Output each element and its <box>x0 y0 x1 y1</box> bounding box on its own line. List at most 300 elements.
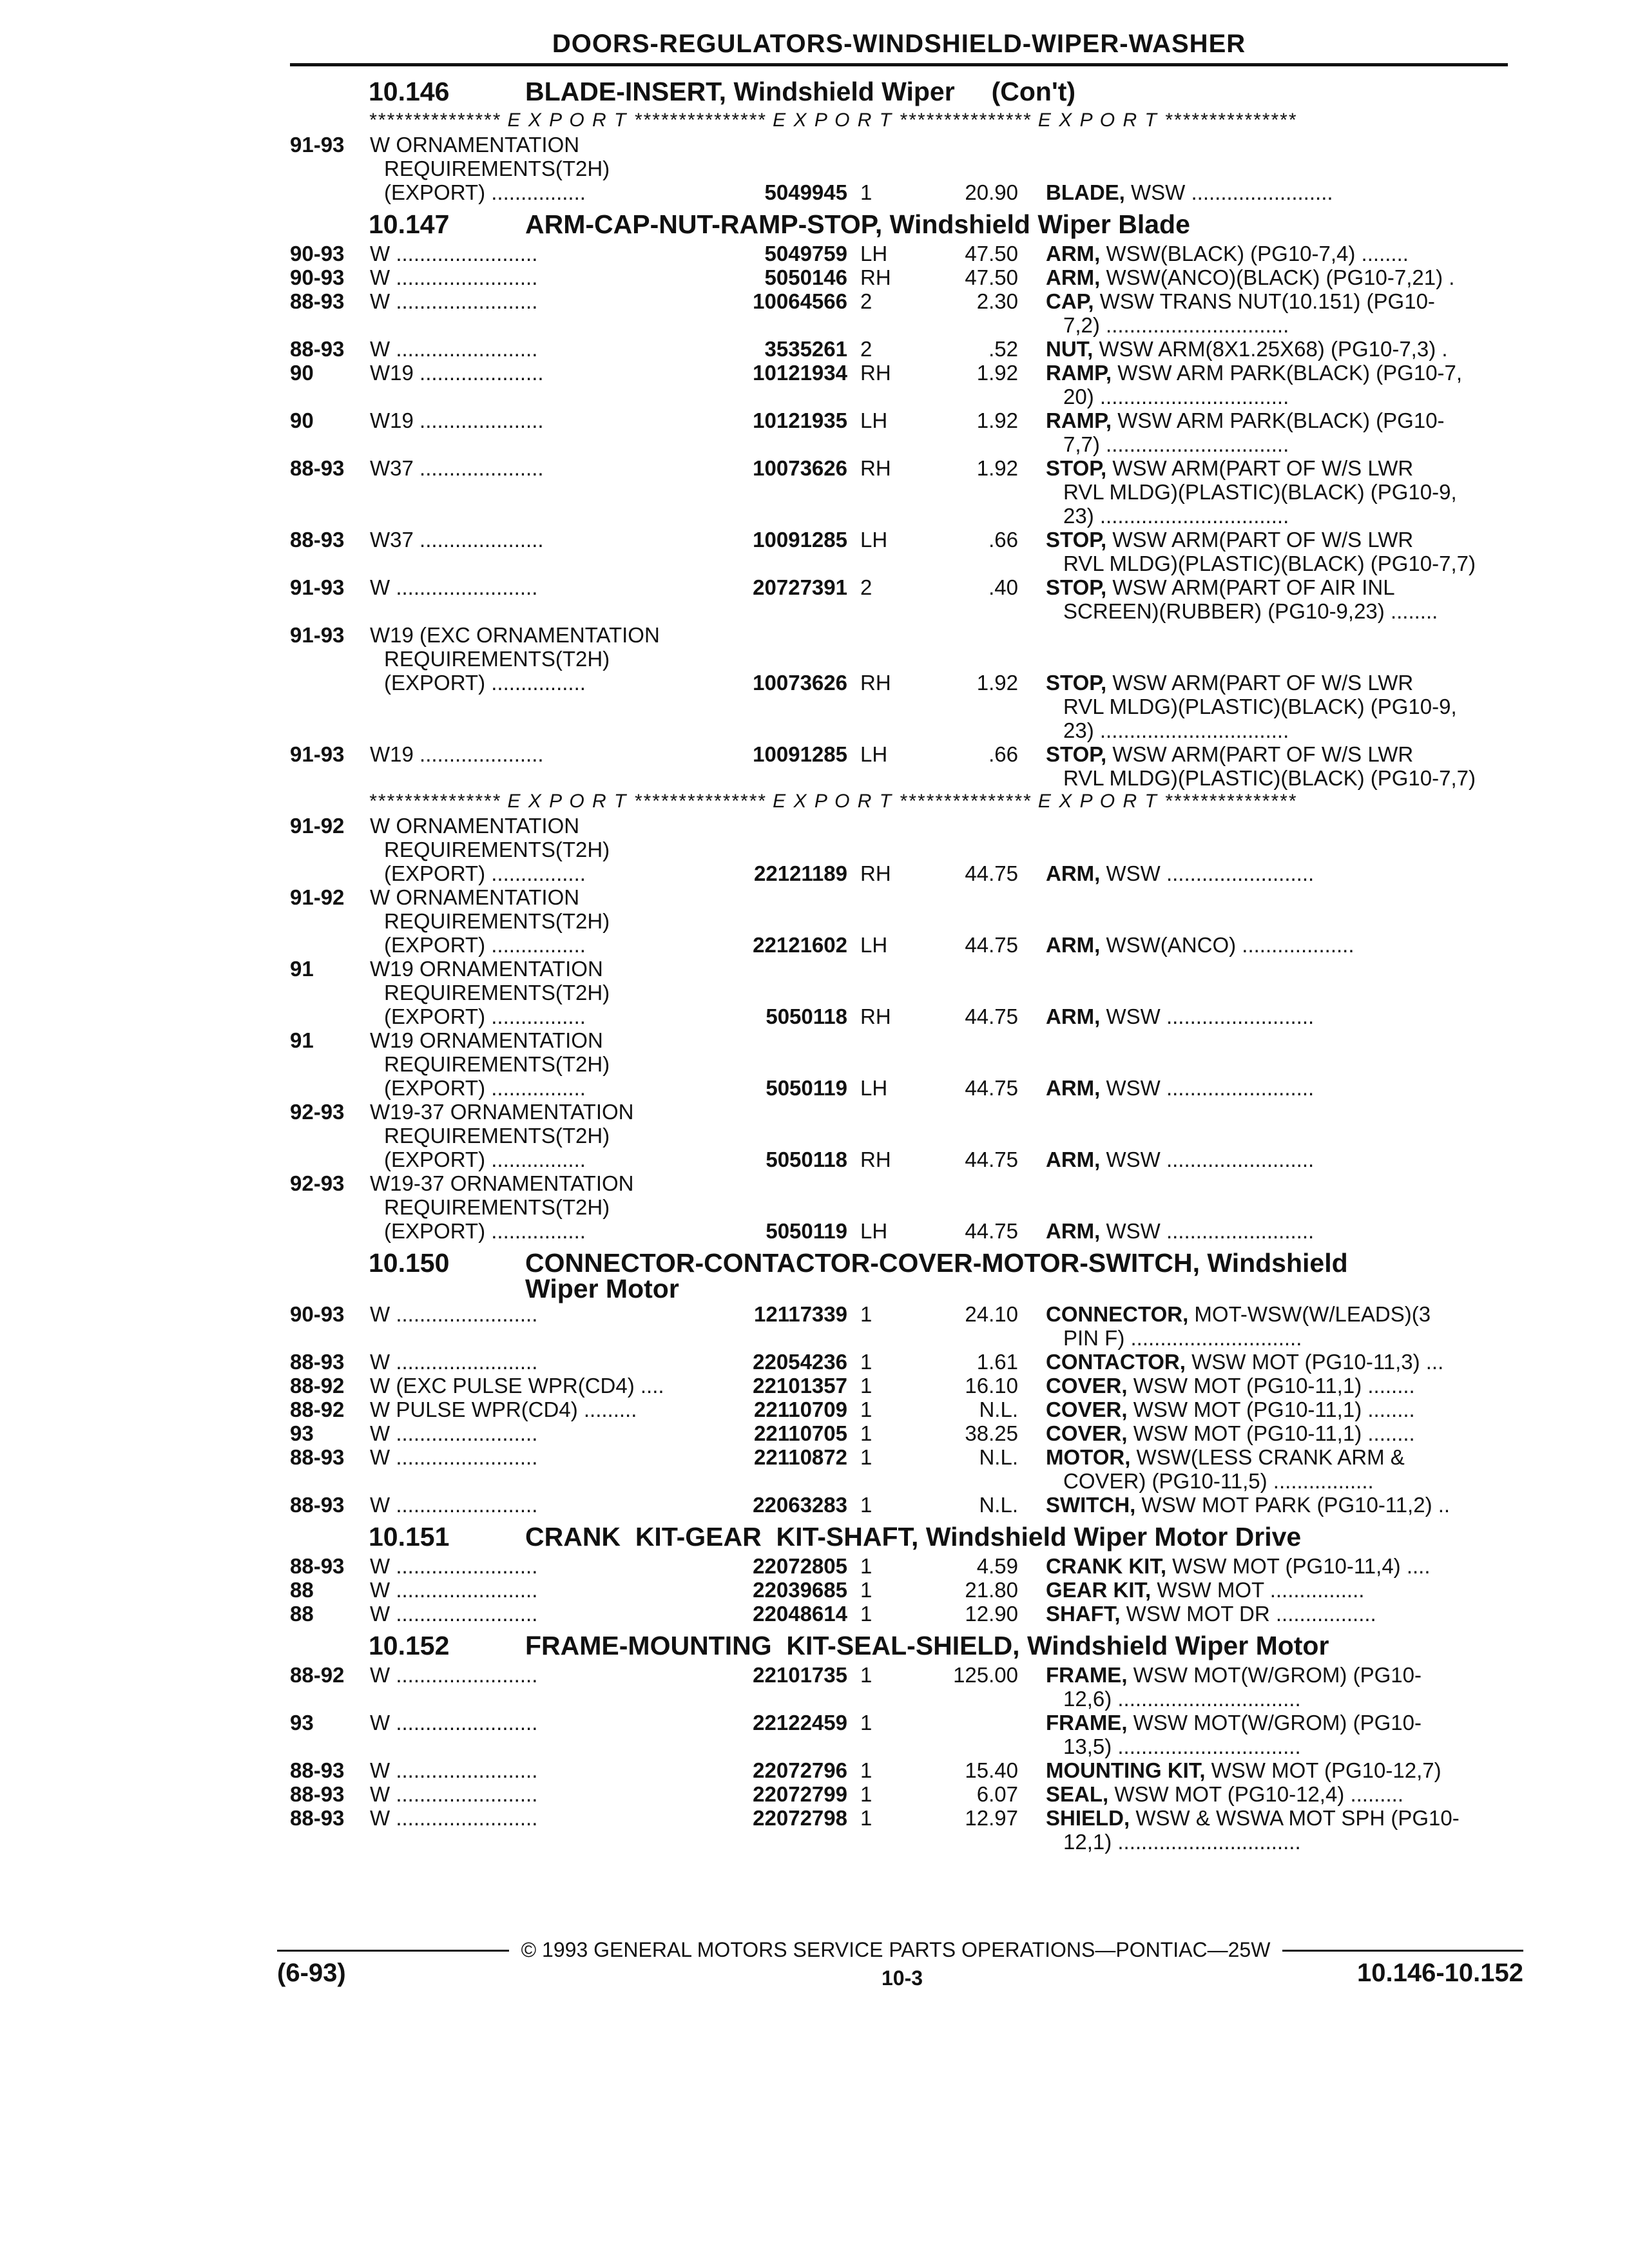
part-number: 10091285 <box>753 528 847 552</box>
quantity: LH <box>860 1219 888 1243</box>
part-number: 20727391 <box>753 575 847 599</box>
part-description-rest: WSW(ANCO) ................... <box>1100 934 1354 957</box>
part-number: 22039685 <box>753 1578 847 1602</box>
part-row <box>0 623 1629 742</box>
footer-page-number: 10-3 <box>881 1966 923 1990</box>
quantity: 1 <box>860 1445 872 1469</box>
part-row <box>0 242 1629 266</box>
part-row <box>0 1759 1629 1783</box>
part-row <box>0 290 1629 338</box>
quantity: RH <box>860 671 891 695</box>
model-years: 92-93 <box>290 1171 345 1195</box>
model-application: W ........................ <box>370 1446 538 1469</box>
model-application: W ........................ <box>370 1711 538 1735</box>
part-description-rest: WSW MOT ................ <box>1151 1579 1365 1602</box>
model-application: W ........................ <box>370 1807 538 1830</box>
part-description-rest: WSW(ANCO)(BLACK) (PG10-7,21) . <box>1100 266 1455 289</box>
part-description-rest: WSW(LESS CRANK ARM & <box>1130 1446 1405 1469</box>
part-name: ARM, <box>1046 266 1101 289</box>
part-number: 22101735 <box>753 1663 847 1687</box>
model-application: (EXPORT) ................ <box>384 671 586 695</box>
model-application: W ........................ <box>370 1579 538 1602</box>
part-description-rest: WSW ........................ <box>1124 181 1333 204</box>
model-application: W ........................ <box>370 1350 538 1374</box>
quantity: 1 <box>860 1350 872 1374</box>
list-price: 20.90 <box>965 180 1018 204</box>
list-price: N.L. <box>979 1398 1018 1421</box>
quantity: 1 <box>860 1421 872 1445</box>
model-years: 88-93 <box>290 289 345 313</box>
part-description <box>1046 1303 1508 1326</box>
model-application: W19-37 ORNAMENTATION <box>370 1172 634 1195</box>
part-name: NUT, <box>1046 338 1094 361</box>
section-number: 10.150 <box>369 1248 450 1278</box>
part-description-rest: WSW ARM(PART OF AIR INL <box>1106 576 1395 599</box>
model-application: W ........................ <box>370 1555 538 1578</box>
model-years: 88-93 <box>290 1806 345 1830</box>
part-description <box>1046 1005 1508 1028</box>
part-description-rest: WSW ARM(8X1.25X68) (PG10-7,3) . <box>1093 338 1448 361</box>
part-name: SHAFT, <box>1046 1602 1121 1626</box>
part-description <box>1046 290 1508 313</box>
list-price: 12.97 <box>965 1806 1018 1830</box>
part-number: 22054236 <box>753 1350 847 1374</box>
part-description <box>1046 1783 1508 1806</box>
model-application: W ........................ <box>370 576 538 599</box>
footer-copyright: © 1993 GENERAL MOTORS SERVICE PARTS OPERATIONS—PONTIAC—25W <box>521 1938 1271 1961</box>
model-application: REQUIREMENTS(T2H) <box>384 647 610 671</box>
quantity: LH <box>860 1076 888 1100</box>
part-description: 13,5) ............................... <box>1063 1735 1301 1758</box>
part-description: COVER) (PG10-11,5) ................. <box>1063 1470 1374 1493</box>
model-years: 93 <box>290 1421 314 1445</box>
list-price: N.L. <box>979 1445 1018 1469</box>
model-application: REQUIREMENTS(T2H) <box>384 1195 610 1219</box>
part-description <box>1046 1555 1508 1578</box>
part-name: FRAME, <box>1046 1664 1128 1687</box>
model-application: W PULSE WPR(CD4) ......... <box>370 1398 637 1421</box>
model-application: W19 ..................... <box>370 743 544 766</box>
part-name: COVER, <box>1046 1422 1128 1445</box>
part-row <box>0 1555 1629 1579</box>
model-application: W ........................ <box>370 1422 538 1445</box>
part-name: SHIELD, <box>1046 1807 1130 1830</box>
part-number: 22063283 <box>753 1493 847 1517</box>
part-description <box>1046 242 1508 265</box>
part-description <box>1046 1664 1508 1687</box>
part-description <box>1046 862 1508 885</box>
model-application: (EXPORT) ................ <box>384 1219 586 1243</box>
quantity: RH <box>860 265 891 289</box>
quantity: RH <box>860 861 891 885</box>
part-row <box>0 1446 1629 1494</box>
part-row <box>0 1494 1629 1517</box>
model-years: 88-93 <box>290 528 345 552</box>
model-application: W19 ..................... <box>370 409 544 432</box>
model-application: (EXPORT) ................ <box>384 1148 586 1171</box>
part-name: ARM, <box>1046 1148 1101 1171</box>
list-price: 21.80 <box>965 1578 1018 1602</box>
list-price: 38.25 <box>965 1421 1018 1445</box>
section-title: CRANK KIT-GEAR KIT-SHAFT, Windshield Wiper Motor Drive <box>525 1522 1302 1552</box>
part-name: GEAR KIT, <box>1046 1579 1152 1602</box>
part-number: 22072799 <box>753 1782 847 1806</box>
part-description: PIN F) ............................. <box>1063 1327 1302 1350</box>
part-description <box>1046 1711 1508 1735</box>
model-application: REQUIREMENTS(T2H) <box>384 1124 610 1148</box>
part-description <box>1046 1579 1508 1602</box>
part-description-rest: WSW ......................... <box>1100 862 1315 885</box>
part-row <box>0 1303 1629 1350</box>
header-rule <box>290 63 1508 66</box>
part-number: 22101357 <box>753 1374 847 1398</box>
part-number: 22110709 <box>753 1398 847 1421</box>
model-application: (EXPORT) ................ <box>384 1076 586 1100</box>
model-years: 91-92 <box>290 814 345 838</box>
part-name: STOP, <box>1046 671 1107 695</box>
list-price: .66 <box>988 742 1018 766</box>
quantity: 1 <box>860 1711 872 1735</box>
part-number: 5049759 <box>764 242 847 265</box>
part-description-rest: WSW(BLACK) (PG10-7,4) ........ <box>1100 242 1409 265</box>
part-description <box>1046 1398 1508 1421</box>
model-application: W ........................ <box>370 1303 538 1326</box>
part-description-rest: WSW MOT(W/GROM) (PG10- <box>1127 1711 1422 1735</box>
section-number: 10.146 <box>369 77 450 106</box>
quantity: RH <box>860 456 891 480</box>
quantity: 1 <box>860 1493 872 1517</box>
part-name: STOP, <box>1046 457 1107 480</box>
model-years: 88-92 <box>290 1374 345 1398</box>
part-row <box>0 1783 1629 1807</box>
part-number: 10064566 <box>753 289 847 313</box>
model-years: 90-93 <box>290 242 345 265</box>
model-years: 88-93 <box>290 1554 345 1578</box>
model-years: 88-93 <box>290 456 345 480</box>
model-years: 88-93 <box>290 1758 345 1782</box>
model-application: REQUIREMENTS(T2H) <box>384 981 610 1004</box>
list-price: 47.50 <box>965 265 1018 289</box>
part-name: ARM, <box>1046 934 1101 957</box>
quantity: 1 <box>860 1758 872 1782</box>
model-application: (EXPORT) ................ <box>384 933 586 957</box>
list-price: 44.75 <box>965 1004 1018 1028</box>
section-number: 10.151 <box>369 1522 450 1552</box>
part-description: 12,6) ............................... <box>1063 1687 1301 1711</box>
part-description-rest: WSW ......................... <box>1100 1148 1315 1171</box>
quantity: 1 <box>860 1302 872 1326</box>
model-years: 88-93 <box>290 1493 345 1517</box>
list-price: 6.07 <box>976 1782 1018 1806</box>
part-description-rest: WSW ......................... <box>1100 1005 1315 1028</box>
footer-date: (6-93) <box>277 1959 346 1987</box>
part-description <box>1046 576 1508 599</box>
list-price: 15.40 <box>965 1758 1018 1782</box>
part-number: 10073626 <box>753 456 847 480</box>
section-title-continued: Wiper Motor <box>525 1274 679 1303</box>
part-description <box>1046 1807 1508 1830</box>
part-number: 10073626 <box>753 671 847 695</box>
part-description <box>1046 671 1508 695</box>
part-description <box>1046 528 1508 552</box>
model-years: 91 <box>290 957 314 981</box>
list-price: 2.30 <box>976 289 1018 313</box>
part-row <box>0 1422 1629 1446</box>
section-title: CONNECTOR-CONTACTOR-COVER-MOTOR-SWITCH, Windshield <box>525 1248 1348 1278</box>
part-name: COVER, <box>1046 1374 1128 1398</box>
list-price: 1.92 <box>976 671 1018 695</box>
list-price: 125.00 <box>953 1663 1018 1687</box>
part-description <box>1046 934 1508 957</box>
section-title: FRAME-MOUNTING KIT-SEAL-SHIELD, Windshield Wiper Motor <box>525 1631 1329 1660</box>
part-number: 22122459 <box>753 1711 847 1735</box>
part-description-rest: WSW ARM PARK(BLACK) (PG10- <box>1112 409 1445 432</box>
part-number: 10121934 <box>753 361 847 385</box>
part-number: 22072805 <box>753 1554 847 1578</box>
part-name: ARM, <box>1046 1005 1101 1028</box>
list-price: 1.61 <box>976 1350 1018 1374</box>
list-price: .66 <box>988 528 1018 552</box>
part-name: CONTACTOR, <box>1046 1350 1186 1374</box>
part-description-rest: WSW MOT (PG10-11,1) ........ <box>1127 1422 1415 1445</box>
section-number: 10.152 <box>369 1631 450 1660</box>
part-description-rest: WSW ARM(PART OF W/S LWR <box>1106 743 1414 766</box>
model-application: W ........................ <box>370 1783 538 1806</box>
part-name: SEAL, <box>1046 1783 1109 1806</box>
part-number: 5050118 <box>766 1148 847 1171</box>
footer-rule-left <box>277 1950 509 1952</box>
part-name: ARM, <box>1046 242 1101 265</box>
part-row <box>0 361 1629 409</box>
part-description-rest: WSW MOT (PG10-11,1) ........ <box>1127 1374 1415 1398</box>
part-number: 10091285 <box>753 742 847 766</box>
part-description-rest: WSW ......................... <box>1100 1077 1315 1100</box>
part-name: STOP, <box>1046 576 1107 599</box>
model-application: (EXPORT) ................ <box>384 1004 586 1028</box>
footer-section-range: 10.146-10.152 <box>1356 1959 1523 1987</box>
quantity: 1 <box>860 1578 872 1602</box>
quantity: LH <box>860 742 888 766</box>
model-application: W19 (EXC ORNAMENTATION <box>370 624 660 647</box>
list-price: 44.75 <box>965 933 1018 957</box>
part-number: 5049945 <box>764 180 847 204</box>
section-title: BLADE-INSERT, Windshield Wiper (Con't) <box>525 77 1076 106</box>
section-number: 10.147 <box>369 209 450 239</box>
model-application: REQUIREMENTS(T2H) <box>384 838 610 861</box>
section-title: ARM-CAP-NUT-RAMP-STOP, Windshield Wiper Blade <box>525 209 1190 239</box>
model-application: W19 ..................... <box>370 361 544 385</box>
part-description-rest: MOT-WSW(W/LEADS)(3 <box>1188 1303 1431 1326</box>
model-application: (EXPORT) ................ <box>384 180 586 204</box>
part-description: 23) ................................ <box>1063 719 1289 742</box>
model-application: W19 ORNAMENTATION <box>370 1029 603 1052</box>
part-number: 5050118 <box>766 1004 847 1028</box>
quantity: 1 <box>860 1663 872 1687</box>
part-row <box>0 528 1629 576</box>
quantity: LH <box>860 528 888 552</box>
part-row <box>0 957 1629 1029</box>
model-application: W ........................ <box>370 242 538 265</box>
model-application: REQUIREMENTS(T2H) <box>384 909 610 933</box>
part-number: 22121189 <box>753 861 847 885</box>
quantity: 1 <box>860 1554 872 1578</box>
quantity: 2 <box>860 575 872 599</box>
quantity: 1 <box>860 1602 872 1626</box>
part-description <box>1046 1759 1508 1782</box>
quantity: RH <box>860 1148 891 1171</box>
part-name: RAMP, <box>1046 409 1112 432</box>
part-description: 7,2) ............................... <box>1063 314 1289 337</box>
model-years: 91-93 <box>290 133 345 157</box>
quantity: LH <box>860 408 888 432</box>
model-application: W ........................ <box>370 290 538 313</box>
part-name: MOUNTING KIT, <box>1046 1759 1206 1782</box>
model-application: W ........................ <box>370 1664 538 1687</box>
model-years: 91 <box>290 1028 314 1052</box>
list-price: .52 <box>988 337 1018 361</box>
part-row <box>0 1350 1629 1374</box>
part-description <box>1046 338 1508 361</box>
part-row <box>0 1172 1629 1244</box>
model-application: REQUIREMENTS(T2H) <box>384 157 610 180</box>
part-name: ARM, <box>1046 862 1101 885</box>
part-number: 22110872 <box>753 1445 847 1469</box>
model-years: 88-92 <box>290 1398 345 1421</box>
part-description <box>1046 266 1508 289</box>
model-application: W ORNAMENTATION <box>370 814 580 838</box>
part-row <box>0 1398 1629 1422</box>
model-years: 88-93 <box>290 337 345 361</box>
list-price: 47.50 <box>965 242 1018 265</box>
part-description <box>1046 1446 1508 1469</box>
part-description-rest: WSW MOT (PG10-11,4) .... <box>1166 1555 1431 1578</box>
model-years: 88 <box>290 1578 314 1602</box>
part-description-rest: WSW MOT (PG10-11,3) ... <box>1185 1350 1444 1374</box>
part-description <box>1046 1077 1508 1100</box>
part-row <box>0 1602 1629 1626</box>
quantity: 1 <box>860 1782 872 1806</box>
page-header-title: DOORS-REGULATORS-WINDSHIELD-WIPER-WASHER <box>552 30 1246 58</box>
model-application: W ORNAMENTATION <box>370 886 580 909</box>
model-years: 90 <box>290 408 314 432</box>
model-application: W19-37 ORNAMENTATION <box>370 1100 634 1124</box>
part-description-rest: WSW ARM PARK(BLACK) (PG10-7, <box>1112 361 1463 385</box>
part-number: 22048614 <box>753 1602 847 1626</box>
part-row <box>0 576 1629 624</box>
part-row <box>0 814 1629 886</box>
part-name: STOP, <box>1046 743 1107 766</box>
model-years: 88-93 <box>290 1782 345 1806</box>
part-name: COVER, <box>1046 1398 1128 1421</box>
quantity: LH <box>860 242 888 265</box>
part-description <box>1046 409 1508 432</box>
model-application: W37 ..................... <box>370 528 544 552</box>
model-years: 88-93 <box>290 1350 345 1374</box>
part-row <box>0 1807 1629 1854</box>
footer-rule-right <box>1282 1950 1523 1952</box>
part-description-rest: WSW ARM(PART OF W/S LWR <box>1106 528 1414 552</box>
part-description <box>1046 181 1508 204</box>
part-name: CONNECTOR, <box>1046 1303 1189 1326</box>
part-description-rest: WSW ......................... <box>1100 1220 1315 1243</box>
part-row <box>0 886 1629 957</box>
list-price: 16.10 <box>965 1374 1018 1398</box>
part-description: RVL MLDG)(PLASTIC)(BLACK) (PG10-7,7) <box>1063 767 1476 790</box>
part-row <box>0 1100 1629 1172</box>
part-description: 12,1) ............................... <box>1063 1831 1301 1854</box>
part-row <box>0 1664 1629 1711</box>
part-number: 22110705 <box>753 1421 847 1445</box>
quantity: RH <box>860 361 891 385</box>
part-number: 5050146 <box>764 265 847 289</box>
part-row <box>0 1029 1629 1100</box>
quantity: 2 <box>860 337 872 361</box>
model-years: 91-93 <box>290 623 345 647</box>
part-name: CRANK KIT, <box>1046 1555 1166 1578</box>
model-application: W19 ORNAMENTATION <box>370 957 603 981</box>
part-description-rest: WSW MOT (PG10-11,1) ........ <box>1127 1398 1415 1421</box>
part-number: 10121935 <box>753 408 847 432</box>
part-description: RVL MLDG)(PLASTIC)(BLACK) (PG10-9, <box>1063 481 1457 504</box>
model-application: W ORNAMENTATION <box>370 133 580 157</box>
part-number: 22072798 <box>753 1806 847 1830</box>
list-price: 44.75 <box>965 1148 1018 1171</box>
model-years: 90 <box>290 361 314 385</box>
part-description-rest: WSW MOT DR ................. <box>1120 1602 1376 1626</box>
part-description: RVL MLDG)(PLASTIC)(BLACK) (PG10-9, <box>1063 695 1457 718</box>
list-price: N.L. <box>979 1493 1018 1517</box>
part-description <box>1046 1148 1508 1171</box>
part-description: SCREEN)(RUBBER) (PG10-9,23) ........ <box>1063 600 1438 623</box>
quantity: 2 <box>860 289 872 313</box>
part-description <box>1046 1422 1508 1445</box>
part-description: 7,7) ............................... <box>1063 433 1289 456</box>
model-application: W ........................ <box>370 1759 538 1782</box>
part-description <box>1046 457 1508 480</box>
list-price: 44.75 <box>965 861 1018 885</box>
part-number: 22072796 <box>753 1758 847 1782</box>
part-description <box>1046 361 1508 385</box>
model-application: (EXPORT) ................ <box>384 861 586 885</box>
part-row <box>0 457 1629 528</box>
list-price: 12.90 <box>965 1602 1018 1626</box>
model-years: 91-92 <box>290 885 345 909</box>
part-name: MOTOR, <box>1046 1446 1131 1469</box>
model-years: 92-93 <box>290 1100 345 1124</box>
quantity: 1 <box>860 1398 872 1421</box>
part-row <box>0 1711 1629 1759</box>
part-row <box>0 133 1629 205</box>
part-name: STOP, <box>1046 528 1107 552</box>
model-application: W ........................ <box>370 1494 538 1517</box>
model-years: 88-93 <box>290 1445 345 1469</box>
part-row <box>0 266 1629 290</box>
part-name: BLADE, <box>1046 181 1125 204</box>
quantity: 1 <box>860 1374 872 1398</box>
part-row <box>0 1579 1629 1602</box>
part-description <box>1046 1350 1508 1374</box>
list-price: 4.59 <box>976 1554 1018 1578</box>
model-years: 88-92 <box>290 1663 345 1687</box>
part-description-rest: WSW MOT PARK (PG10-11,2) .. <box>1135 1494 1451 1517</box>
part-number: 3535261 <box>764 337 847 361</box>
model-years: 88 <box>290 1602 314 1626</box>
model-years: 91-93 <box>290 742 345 766</box>
part-name: ARM, <box>1046 1220 1101 1243</box>
part-description-rest: WSW MOT (PG10-12,4) ......... <box>1108 1783 1403 1806</box>
list-price: 1.92 <box>976 456 1018 480</box>
part-description-rest: WSW & WSWA MOT SPH (PG10- <box>1130 1807 1460 1830</box>
